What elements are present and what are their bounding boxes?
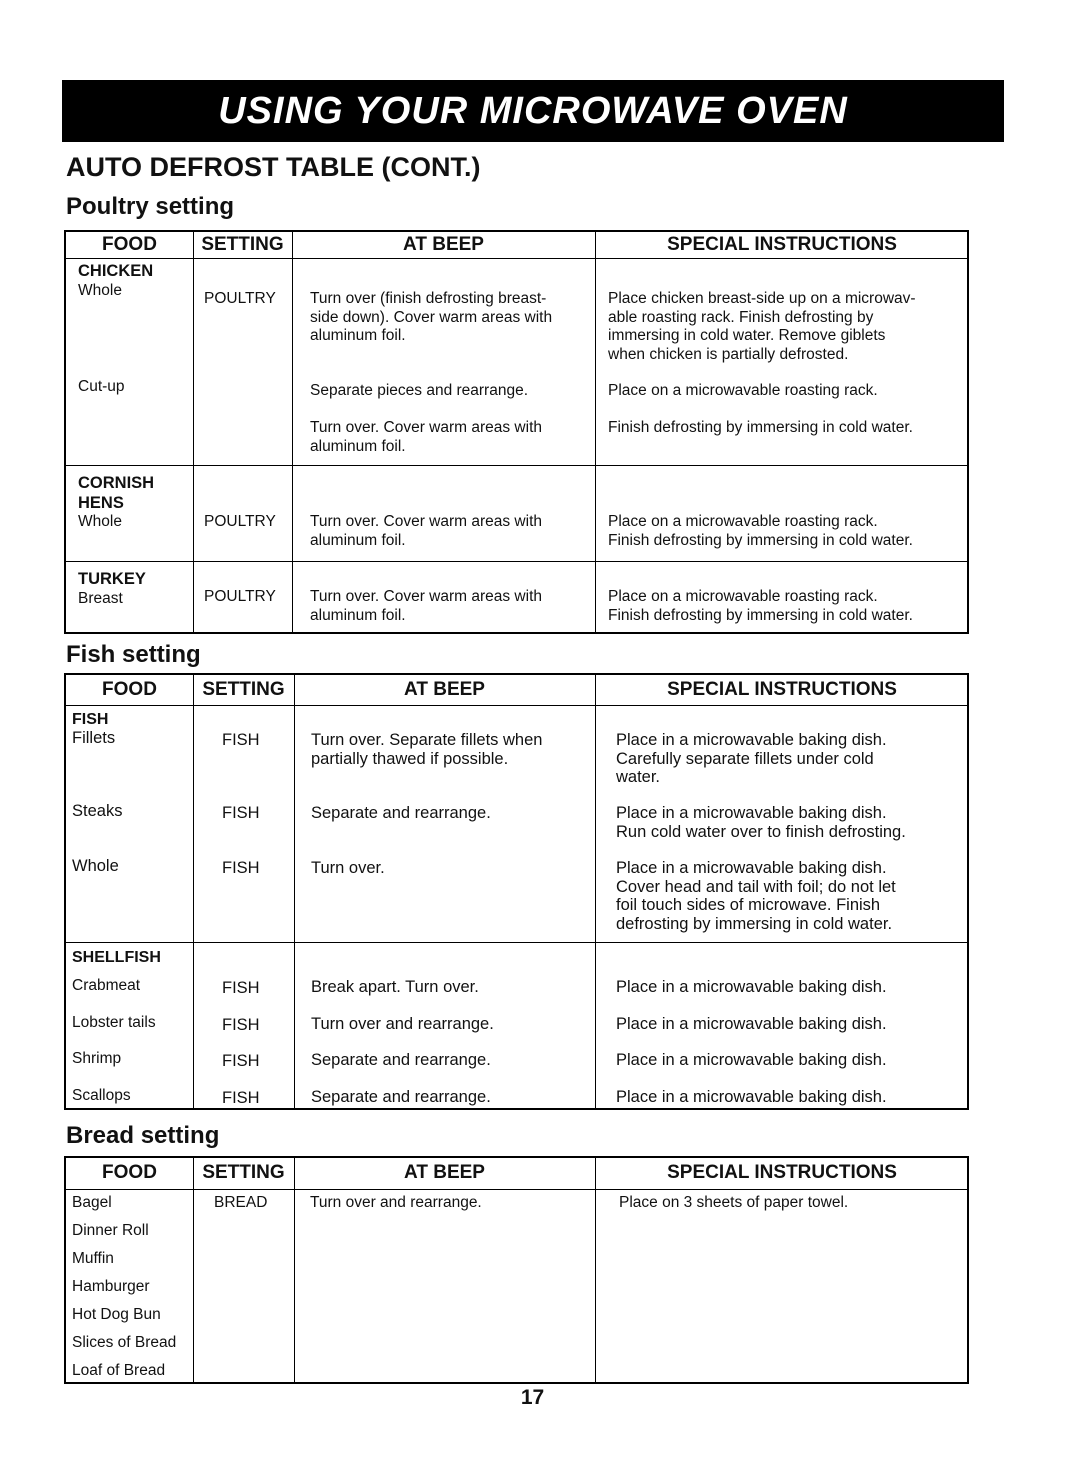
instr-fish-whole: Place in a microwavable baking dish. Cover head and tail with foil; do not let foil touch sides of microwave. Finish defrosting by immersing in cold water. [616, 859, 896, 933]
page-banner: USING YOUR MICROWAVE OVEN [62, 80, 1004, 142]
food-lobster-tails: Lobster tails [72, 1014, 156, 1031]
header-setting: SETTING [201, 234, 284, 255]
fish-title: Fish setting [66, 641, 201, 668]
fish-table [64, 673, 969, 1110]
instr-chicken-whole: Place chicken breast-side up on a microwav- able roasting rack. Finish defrosting by immersing in cold water. Remove giblets when chicken is partially defrosted. [608, 290, 916, 363]
setting-shrimp: FISH [222, 1052, 260, 1070]
setting-fish-steaks: FISH [222, 804, 260, 822]
food-fish-whole: Whole [72, 857, 119, 875]
header-food: FOOD [102, 234, 157, 255]
instr-crabmeat: Place in a microwavable baking dish. [616, 978, 887, 996]
instr-scallops: Place in a microwavable baking dish. [616, 1088, 887, 1106]
setting-chicken-whole: POULTRY [204, 290, 276, 307]
food-chicken-cutup: Cut-up [78, 378, 125, 395]
header-at-beep: AT BEEP [404, 679, 485, 700]
instr-turkey: Place on a microwavable roasting rack. Finish defrosting by immersing in cold water. [608, 588, 913, 624]
poultry-table [64, 230, 969, 634]
beep-lobster-tails: Turn over and rearrange. [311, 1015, 494, 1033]
setting-bread: BREAD [214, 1194, 268, 1211]
instr-cornish: Place on a microwavable roasting rack. Finish defrosting by immersing in cold water. [608, 513, 913, 549]
setting-fish-whole: FISH [222, 859, 260, 877]
category-shellfish: SHELLFISH [72, 949, 161, 966]
setting-cornish: POULTRY [204, 513, 276, 530]
header-special-instructions: SPECIAL INSTRUCTIONS [667, 234, 897, 255]
beep-fish-whole: Turn over. [311, 859, 385, 877]
food-shrimp: Shrimp [72, 1050, 122, 1067]
food-scallops: Scallops [72, 1087, 131, 1104]
beep-fish-steaks: Separate and rearrange. [311, 804, 491, 822]
instr-chicken-cutup-2: Finish defrosting by immersing in cold water. [608, 419, 913, 436]
food-bagel: Bagel [72, 1194, 112, 1211]
page-number: 17 [520, 1386, 545, 1409]
instr-chicken-cutup-1: Place on a microwavable roasting rack. [608, 382, 878, 399]
header-setting: SETTING [202, 1162, 285, 1183]
beep-chicken-cutup-1: Separate pieces and rearrange. [310, 382, 529, 399]
setting-crabmeat: FISH [222, 979, 260, 997]
header-setting: SETTING [202, 679, 285, 700]
instr-bread: Place on 3 sheets of paper towel. [619, 1194, 849, 1211]
category-cornish-hens: CORNISH HENS [78, 474, 155, 512]
header-food: FOOD [102, 679, 157, 700]
beep-chicken-cutup-2: Turn over. Cover warm areas with aluminum foil. [310, 419, 543, 455]
food-turkey-breast: Breast [78, 590, 123, 607]
bread-table [64, 1156, 969, 1384]
category-turkey: TURKEY [78, 570, 146, 588]
food-hamburger: Hamburger [72, 1278, 150, 1295]
food-fish-steaks: Steaks [72, 802, 123, 820]
header-food: FOOD [102, 1162, 157, 1183]
food-muffin: Muffin [72, 1250, 114, 1267]
beep-crabmeat: Break apart. Turn over. [311, 978, 479, 996]
food-fish-fillets: Fillets [72, 729, 116, 747]
setting-lobster-tails: FISH [222, 1016, 260, 1034]
food-hot-dog-bun: Hot Dog Bun [72, 1306, 161, 1323]
beep-bread: Turn over and rearrange. [310, 1194, 482, 1211]
beep-cornish: Turn over. Cover warm areas with aluminum foil. [310, 513, 543, 549]
setting-turkey: POULTRY [204, 588, 276, 605]
food-slices-of-bread: Slices of Bread [72, 1334, 177, 1351]
instr-fish-steaks: Place in a microwavable baking dish. Run cold water over to finish defrosting. [616, 804, 906, 841]
food-dinner-roll: Dinner Roll [72, 1222, 149, 1239]
poultry-title: Poultry setting [66, 193, 235, 220]
category-chicken: CHICKEN [78, 262, 154, 280]
section-title: AUTO DEFROST TABLE (CONT.) [66, 152, 481, 182]
food-loaf-of-bread: Loaf of Bread [72, 1362, 166, 1379]
bread-title: Bread setting [66, 1122, 220, 1149]
header-special-instructions: SPECIAL INSTRUCTIONS [667, 679, 897, 700]
beep-turkey: Turn over. Cover warm areas with aluminum foil. [310, 588, 543, 624]
instr-fish-fillets: Place in a microwavable baking dish. Carefully separate fillets under cold water. [616, 731, 887, 786]
header-at-beep: AT BEEP [403, 234, 484, 255]
instr-shrimp: Place in a microwavable baking dish. [616, 1051, 887, 1069]
beep-shrimp: Separate and rearrange. [311, 1051, 491, 1069]
header-at-beep: AT BEEP [404, 1162, 485, 1183]
food-chicken-whole: Whole [78, 282, 122, 299]
food-cornish-whole: Whole [78, 513, 122, 530]
category-fish: FISH [72, 711, 109, 728]
food-crabmeat: Crabmeat [72, 977, 141, 994]
header-special-instructions: SPECIAL INSTRUCTIONS [667, 1162, 897, 1183]
setting-fish-fillets: FISH [222, 731, 260, 749]
beep-fish-fillets: Turn over. Separate fillets when partially thawed if possible. [311, 731, 543, 768]
beep-chicken-whole: Turn over (finish defrosting breast- side down). Cover warm areas with aluminum foil. [310, 290, 553, 344]
instr-lobster-tails: Place in a microwavable baking dish. [616, 1015, 887, 1033]
beep-scallops: Separate and rearrange. [311, 1088, 491, 1106]
setting-scallops: FISH [222, 1089, 260, 1107]
